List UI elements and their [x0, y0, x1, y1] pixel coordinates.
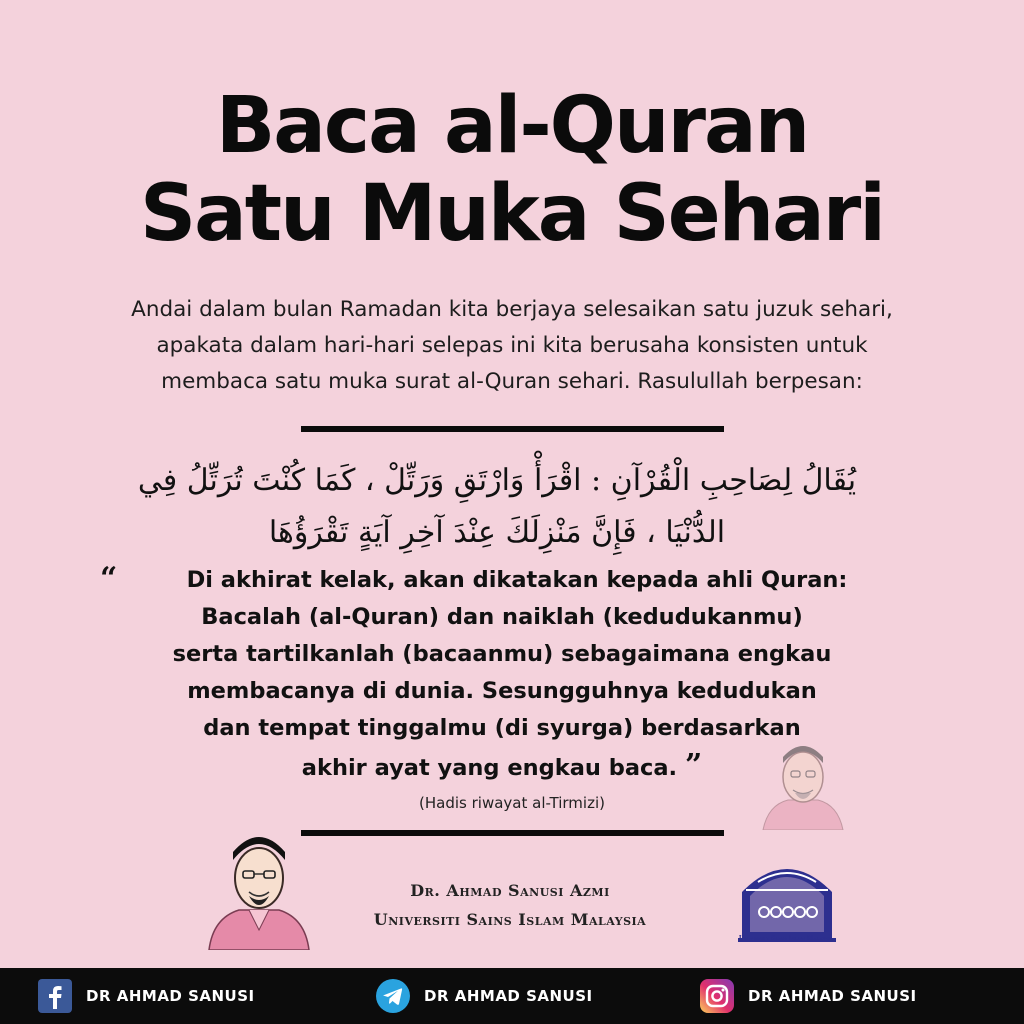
author-portrait [205, 826, 313, 950]
quote-line-3: serta tartilkanlah (bacaanmu) sebagaimana engkau [172, 641, 832, 667]
author-portrait-faded [758, 735, 848, 830]
usim-logo-label: Universiti Sains Islam Malaysia [738, 935, 834, 942]
hadith-source: (Hadis riwayat al-Tirmizi) [419, 794, 605, 812]
title-line-1: Baca al-Quran [215, 81, 809, 171]
title-line-2: Satu Muka Sehari [139, 169, 885, 259]
author-name: Dr. Ahmad Sanusi Azmi [410, 881, 610, 900]
intro-paragraph [60, 292, 964, 400]
author-institution: Universiti Sains Islam Malaysia [373, 910, 647, 929]
intro-line-2: apakata dalam hari-hari selepas ini kita berusaha konsisten untuk [156, 333, 868, 358]
instagram-icon [700, 979, 734, 1013]
quote-line-6: akhir ayat yang engkau baca. [301, 755, 678, 781]
bottom-divider [301, 830, 724, 836]
arabic-line-1: يُقَالُ لِصَاحِبِ الْقُرْآنِ : اقْرَأْ وَارْتَقِ وَرَتِّلْ ، كَمَا كُنْتَ تُرَتِّلُ فِي [137, 463, 857, 498]
intro-line-3: membaca satu muka surat al-Quran sehari. Rasulullah berpesan: [161, 369, 863, 394]
facebook-icon [38, 979, 72, 1013]
telegram-link[interactable] [376, 968, 593, 1024]
author-block [300, 876, 720, 934]
telegram-label: DR AHMAD SANUSI [424, 987, 593, 1005]
facebook-label: DR AHMAD SANUSI [86, 987, 255, 1005]
quote-line-1: Di akhirat kelak, akan dikatakan kepada ahli Quran: [186, 567, 848, 593]
telegram-icon [376, 979, 410, 1013]
poster-title [0, 82, 1024, 258]
close-quote-mark: ” [684, 748, 703, 783]
arabic-hadith [90, 455, 904, 559]
quote-line-5: dan tempat tinggalmu (di syurga) berdasarkan [203, 715, 801, 741]
instagram-label: DR AHMAD SANUSI [748, 987, 917, 1005]
intro-line-1: Andai dalam bulan Ramadan kita berjaya selesaikan satu juzuk sehari, [131, 297, 893, 322]
arabic-line-2: الدُّنْيَا ، فَإِنَّ مَنْزِلَكَ عِنْدَ آخِرِ آيَةٍ تَقْرَؤُهَا [268, 515, 726, 550]
quote-line-2: Bacalah (al-Quran) dan naiklah (kedudukanmu) [201, 604, 803, 630]
quote-line-4: membacanya di dunia. Sesungguhnya kedudukan [187, 678, 817, 704]
top-divider [301, 426, 724, 432]
instagram-link[interactable] [700, 968, 917, 1024]
open-quote-mark: “ [100, 561, 118, 596]
social-footer [0, 968, 1024, 1024]
facebook-link[interactable] [38, 968, 255, 1024]
